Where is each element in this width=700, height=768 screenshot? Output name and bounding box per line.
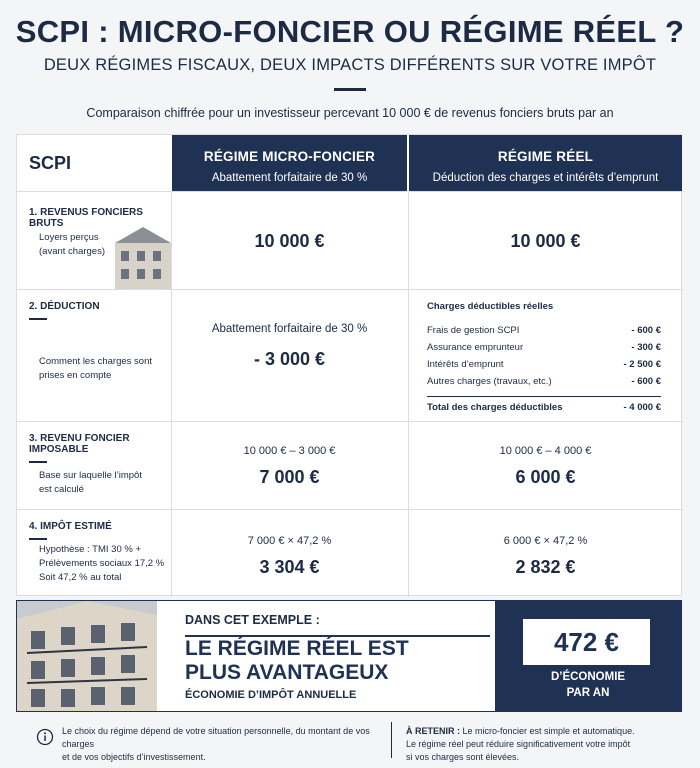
- charge-label: Frais de gestion SCPI: [427, 325, 520, 336]
- reel-charges-list: [427, 301, 661, 413]
- banner-kicker: DANS CET EXEMPLE :: [185, 613, 320, 627]
- charges-total: [427, 396, 661, 413]
- page-subtitle: DEUX RÉGIMES FISCAUX, DEUX IMPACTS DIFFÉRENTS SUR VOTRE IMPÔT: [43, 56, 657, 74]
- table-corner-label: SCPI: [29, 153, 72, 173]
- header-reel-title: RÉGIME RÉEL: [497, 149, 594, 164]
- charge-label: Intérêts d’emprunt: [427, 359, 504, 370]
- row-note: Base sur laquelle l’impôt est calculé: [39, 470, 142, 495]
- micro-taxable-formula: 10 000 € – 3 000 €: [243, 445, 336, 457]
- micro-gross-income: 10 000 €: [254, 231, 325, 251]
- row-divider: [17, 289, 683, 290]
- charge-label: Assurance emprunteur: [427, 342, 524, 353]
- reel-tax-value: 2 832 €: [515, 557, 576, 577]
- intro-text: Comparaison chiffrée pour un investisseur percevant 10 000 € de revenus fonciers bruts par an: [86, 106, 614, 120]
- header-micro-title: RÉGIME MICRO-FONCIER: [203, 149, 376, 164]
- reel-tax-formula: 6 000 € × 47,2 %: [503, 535, 588, 547]
- banner-headline-line1: LE RÉGIME RÉEL EST: [185, 637, 409, 660]
- header-regime-reel: [409, 135, 682, 191]
- footer-left-note: Le choix du régime dépend de votre situation personnelle, du montant de vos charges et de vos objectifs d’investissement.: [62, 726, 370, 762]
- row-dash: [29, 538, 47, 540]
- result-banner: [16, 600, 682, 712]
- row-dash: [29, 318, 47, 320]
- reel-taxable-value: 6 000 €: [515, 467, 576, 487]
- row-title: 1. REVENUS FONCIERS BRUTS: [29, 207, 143, 229]
- list-item: [427, 359, 661, 376]
- savings-panel: [495, 601, 681, 711]
- banner-headline-line2: PLUS AVANTAGEUX: [185, 661, 389, 684]
- row-title: 3. REVENU FONCIER IMPOSABLE: [29, 433, 130, 455]
- row-divider: [17, 421, 683, 422]
- row-title: 4. IMPÔT ESTIMÉ: [29, 521, 112, 532]
- micro-taxable-value: 7 000 €: [259, 467, 320, 487]
- micro-tax-value: 3 304 €: [259, 557, 320, 577]
- micro-deduction-value: - 3 000 €: [253, 349, 326, 369]
- charge-amount: - 2 500 €: [623, 359, 661, 370]
- charge-amount: - 300 €: [631, 342, 661, 353]
- row-title: 2. DÉDUCTION: [29, 301, 100, 312]
- footer-right-label: À RETENIR :: [406, 726, 460, 736]
- list-item: [427, 342, 661, 359]
- reel-gross-income: 10 000 €: [510, 231, 581, 251]
- row-divider: [17, 509, 683, 510]
- row-dash: [29, 461, 47, 463]
- micro-deduction-text: Abattement forfaitaire de 30 %: [211, 323, 368, 335]
- footer-right-text: Le micro-foncier est simple et automatique. Le régime réel peut réduire significativement votre impôt si vos charges sont élevées.: [406, 726, 635, 762]
- comparison-table: [16, 134, 682, 596]
- charge-label: Autres charges (travaux, etc.): [427, 376, 552, 387]
- row-note: Loyers perçus (avant charges): [39, 232, 106, 257]
- row-note: Hypothèse : TMI 30 % + Prélèvements sociaux 17,2 % Soit 47,2 % au total: [39, 544, 165, 583]
- list-item: [427, 325, 661, 342]
- reel-taxable-formula: 10 000 € – 4 000 €: [499, 445, 592, 457]
- building-illustration: [17, 601, 157, 711]
- title-underline: [334, 88, 366, 91]
- total-label: Total des charges déductibles: [427, 402, 563, 413]
- table-row: [29, 301, 169, 320]
- banner-caption: ÉCONOMIE D’IMPÔT ANNUELLE: [185, 689, 357, 701]
- header-micro-foncier: [172, 135, 407, 191]
- banner-headline: [185, 637, 409, 685]
- header-reel-subtitle: Déduction des charges et intérêts d’emprunt: [432, 172, 659, 184]
- footer-right-note: [406, 725, 696, 764]
- table-row: [29, 521, 169, 540]
- row-note: Comment les charges sont prises en compte: [39, 356, 152, 381]
- micro-tax-formula: 7 000 € × 47,2 %: [247, 535, 332, 547]
- building-photo: [17, 601, 157, 711]
- charge-amount: - 600 €: [631, 325, 661, 336]
- table-row: [29, 433, 169, 463]
- charges-heading: Charges déductibles réelles: [427, 301, 554, 312]
- page-title: SCPI : MICRO-FONCIER OU RÉGIME RÉEL ?: [15, 14, 685, 49]
- savings-label-line2: PAR AN: [566, 687, 610, 699]
- total-amount: - 4 000 €: [623, 402, 661, 413]
- footer-divider: [391, 722, 392, 758]
- savings-label-line1: D’ÉCONOMIE: [550, 671, 626, 683]
- charge-amount: - 600 €: [631, 376, 661, 387]
- building-illustration: [109, 223, 171, 289]
- row-divider: [17, 191, 683, 192]
- header-micro-subtitle: Abattement forfaitaire de 30 %: [211, 172, 368, 184]
- savings-label: [495, 669, 681, 701]
- savings-amount: 472 €: [523, 619, 650, 665]
- list-item: [427, 376, 661, 393]
- info-circle-icon: [36, 728, 54, 746]
